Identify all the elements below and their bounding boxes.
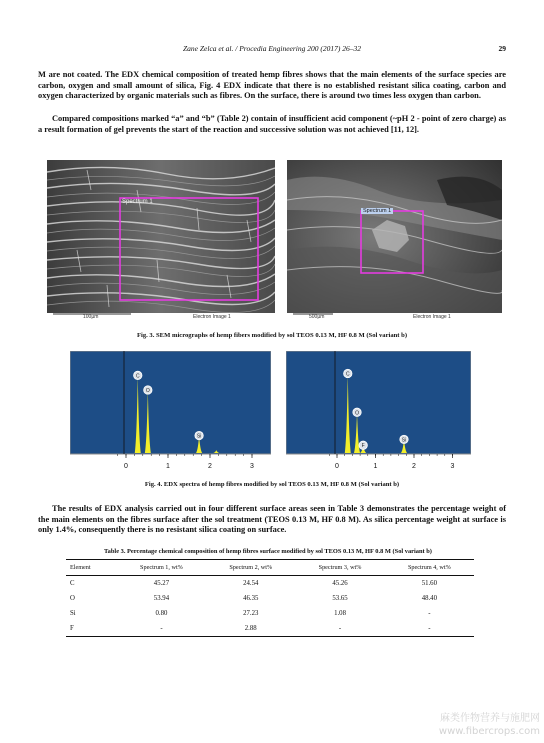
- fig3-left-panel: [47, 160, 275, 321]
- table-cell: F: [66, 621, 117, 637]
- edx-spectrum-right: [286, 351, 471, 471]
- table-cell: -: [428, 610, 431, 617]
- paragraph-edx-results: The results of EDX analysis carried out in four different surface areas seen in Table 3 demonstrates the percentage weight of the main elements on the fibres surface after the sol treatment (TEOS 0.13 M, HF 0.8 M). As silica percentage weight at surface is only 1.4%, consequently there is no resistant silica coating on surface.: [38, 504, 506, 535]
- paragraph-edx-composition: M are not coated. The EDX chemical composition of treated hemp fibres shows that the main elements of the surface species are carbon, oxygen and small amount of silica, Fig. 4 EDX indicate that there is no established resistant silica coating, carbon and oxygen characterized by organic materials such as fibres. On the surface, there is around two times less oxygen than carbon.: [38, 70, 506, 101]
- edx-tick-label: 2: [208, 463, 212, 470]
- table-row: [66, 576, 474, 592]
- edx-peak-marker: [195, 431, 203, 439]
- spectrum-label-right: Spectrum 1: [363, 208, 392, 214]
- table-cell: 46.35: [243, 595, 259, 602]
- watermark: [400, 712, 540, 738]
- edx-spectrum-left: [70, 351, 271, 471]
- watermark-line-1: 麻类作物营养与施肥网: [440, 713, 540, 724]
- fig3-right-panel: [287, 160, 502, 321]
- edx-peak-label: O: [355, 410, 359, 417]
- running-header: [38, 44, 506, 56]
- table-cell: 27.23: [243, 610, 259, 617]
- edx-plot-area: [286, 351, 471, 454]
- header-cell: Spectrum 4, wt%: [385, 560, 474, 576]
- table3: [66, 559, 474, 637]
- header-cell: Spectrum 2, wt%: [206, 560, 295, 576]
- table-cell: O: [70, 595, 75, 602]
- edx-peak-marker: [359, 441, 367, 449]
- table-cell: 24.54: [243, 580, 259, 587]
- table-cell: 45.26: [332, 580, 348, 587]
- watermark-line-2: www.fibercrops.com: [438, 726, 540, 737]
- table-row: [66, 606, 474, 621]
- table-cell: -: [385, 621, 474, 637]
- fig4-caption: Fig. 4. EDX spectra of hemp fibres modified by sol TEOS 0.13 M, HF 0.8 M (Sol variant b): [144, 481, 400, 488]
- sem-micrograph-right: [287, 160, 502, 321]
- edx-peak-marker: [353, 408, 361, 416]
- table-cell: 53.65: [332, 595, 348, 602]
- edx-peak-label: C: [135, 373, 140, 380]
- header-cell: Spectrum 3, wt%: [295, 560, 384, 576]
- table-cell: 2.88: [206, 621, 295, 637]
- edx-tick-label: 0: [124, 463, 128, 470]
- edx-tick-label: 2: [412, 463, 416, 470]
- table-cell: 0.80: [155, 610, 168, 617]
- edx-peak-label: Si: [401, 437, 407, 444]
- edx-tick-label: 1: [166, 463, 170, 470]
- table-row: [66, 591, 474, 606]
- edx-peak-marker: [134, 371, 142, 379]
- edx-tick-label: 0: [335, 463, 339, 470]
- edx-peak-label: C: [345, 371, 350, 378]
- edx-peak-label: O: [145, 387, 150, 394]
- edx-plot-area: [70, 351, 271, 454]
- table-cell: 53.94: [153, 595, 170, 602]
- edx-tick-label: 1: [373, 463, 378, 470]
- edx-tick-label: 3: [450, 463, 455, 470]
- scale-bar-label-right: 500µm: [309, 314, 325, 320]
- table-cell: 51.60: [421, 580, 437, 587]
- spectrum-label-left: Spectrum 1: [122, 199, 153, 205]
- edx-peak-marker: [144, 386, 152, 394]
- table-cell: 48.40: [421, 595, 437, 602]
- edx-peak-marker: [344, 369, 352, 377]
- table-cell: C: [70, 580, 75, 587]
- edx-peak-marker: [400, 435, 408, 443]
- table-cell: -: [117, 621, 206, 637]
- edx-peak-label: F: [361, 443, 365, 450]
- header-cell: Element: [66, 560, 117, 576]
- table-cell: Si: [70, 610, 76, 617]
- table-cell: 1.08: [334, 610, 346, 617]
- header-cell: Spectrum 1, wt%: [117, 560, 206, 576]
- scale-bar-label-left: 100µm: [83, 314, 99, 320]
- electron-image-label-left: Electron Image 1: [193, 314, 231, 320]
- fig3-caption: Fig. 3. SEM micrographs of hemp fibers modified by sol TEOS 0.13 M, HF 0.8 M (Sol variant b): [136, 332, 408, 339]
- table3-caption: Table 3. Percentage chemical composition of hemp fibres surface modified by sol TEOS 0.13 M, HF 0.8 M (Sol variant b): [104, 548, 432, 555]
- table-header-row: [66, 560, 474, 576]
- table-cell: 45.27: [153, 580, 170, 587]
- paragraph-compared-compositions: Compared compositions marked “a” and “b” (Table 2) contain of insufficient acid component (~pH 2 - point of zero charge) as a result formation of gel prevents the start of the reaction and successive solution was not achieved [11, 12].: [38, 114, 506, 134]
- sem-micrograph-left: [47, 160, 275, 321]
- edx-peak-label: Si: [196, 433, 202, 440]
- page-number: 29: [498, 44, 506, 53]
- edx-tick-label: 3: [250, 463, 254, 470]
- journal-citation: Zane Zelca et al. / Procedia Engineering 200 (2017) 26–32: [182, 44, 362, 53]
- table-row: [66, 621, 474, 637]
- table-cell: -: [295, 621, 384, 637]
- electron-image-label-right: Electron Image 1: [413, 314, 451, 320]
